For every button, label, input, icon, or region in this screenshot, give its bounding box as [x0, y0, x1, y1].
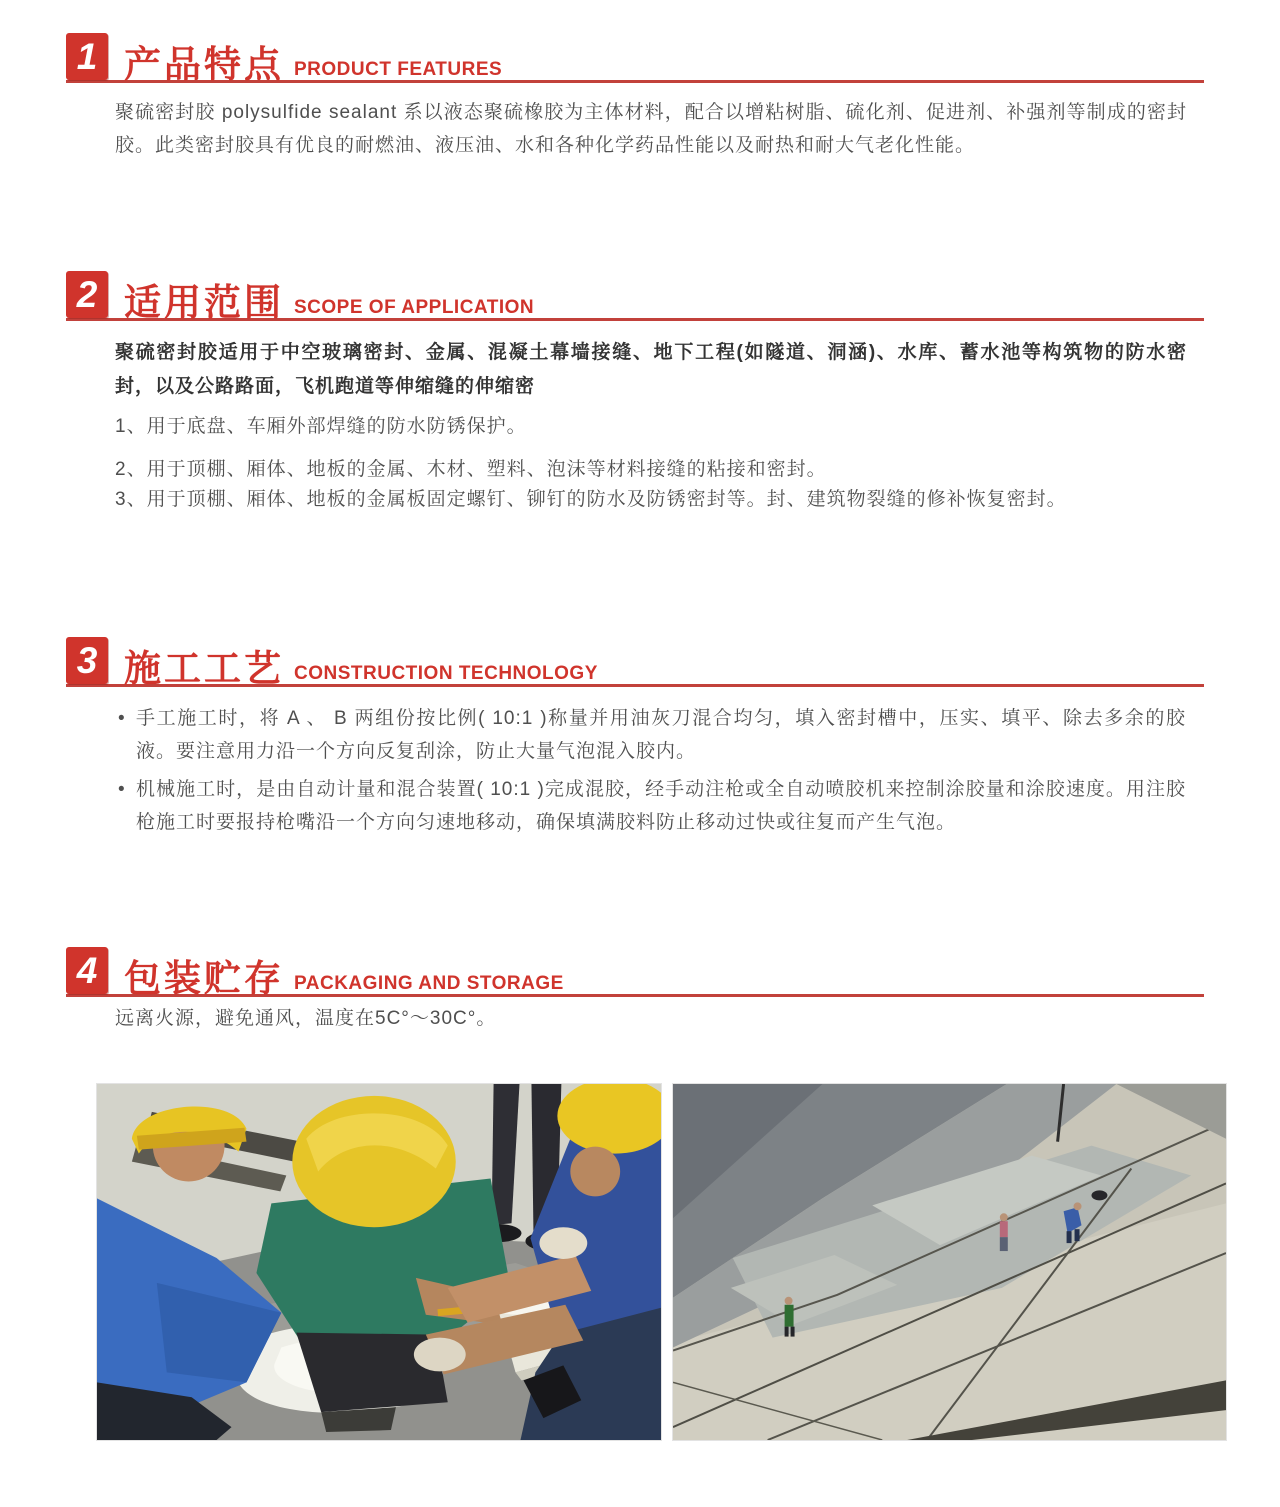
- section-2-lead-paragraph: 聚硫密封胶适用于中空玻璃密封、金属、混凝土幕墙接缝、地下工程(如隧道、洞涵)、水库、蓄水池等构筑物的防水密封，以及公路路面，飞机跑道等伸缩缝的伸缩密: [115, 342, 1187, 397]
- concrete-dam-slope-photo: [672, 1083, 1227, 1441]
- section-4-subtitle: PACKAGING AND STORAGE: [294, 973, 564, 994]
- section-4-header: [66, 946, 1204, 997]
- section-2-title: 适用范围: [124, 282, 284, 323]
- section-3-bullet-list: [118, 702, 1186, 844]
- workers-mixing-sealant-illustration: [97, 1084, 661, 1440]
- section-1-header: [66, 32, 1204, 83]
- section-3-header: [66, 636, 1204, 687]
- section-2-subtitle: SCOPE OF APPLICATION: [294, 297, 535, 318]
- list-item: 2、用于顶棚、厢体、地板的金属、木材、塑料、泡沫等材料接缝的粘接和密封。: [115, 459, 827, 480]
- section-4-number-badge: 4: [66, 947, 108, 994]
- bullet-text: 机械施工时，是由自动计量和混合装置( 10:1 )完成混胶，经手动注枪或全自动喷胶机来控制涂胶量和涂胶速度。用注胶枪施工时要报持枪嘴沿一个方向匀速地移动，确保填满胶料防止移动过快或往复而产生气泡。: [136, 779, 1186, 833]
- section-1-paragraph: 聚硫密封胶 polysulfide sealant 系以液态聚硫橡胶为主体材料，配合以增粘树脂、硫化剂、促进剂、补强剂等制成的密封胶。此类密封胶具有优良的耐燃油、液压油、水和各种化学药品性能以及耐热和耐大气老化性能。: [115, 102, 1187, 156]
- section-3-title: 施工工艺: [124, 648, 284, 689]
- section-2-number-badge: 2: [66, 271, 108, 318]
- section-3-number-badge: 3: [66, 637, 108, 684]
- workers-mixing-sealant-photo: [96, 1083, 662, 1441]
- section-2-header: [66, 270, 1204, 321]
- section-3-subtitle: CONSTRUCTION TECHNOLOGY: [294, 663, 598, 684]
- bullet-text: 手工施工时，将 A 、 B 两组份按比例( 10:1 )称量并用油灰刀混合均匀，填入密封槽中，压实、填平、除去多余的胶液。要注意用力沿一个方向反复刮涂，防止大量气泡混入胶内。: [136, 708, 1186, 762]
- section-4-paragraph: 远离火源，避免通风，温度在5C°～30C°。: [115, 1008, 497, 1029]
- list-item: 1、用于底盘、车厢外部焊缝的防水防锈保护。: [115, 416, 527, 437]
- section-1-subtitle: PRODUCT FEATURES: [294, 59, 503, 80]
- bullet-icon: •: [118, 779, 126, 800]
- section-1-title: 产品特点: [124, 44, 284, 85]
- worker-figure-pink: [1000, 1213, 1008, 1251]
- bullet-item: [118, 773, 1186, 839]
- bullet-icon: •: [118, 708, 126, 729]
- concrete-dam-slope-illustration: [673, 1084, 1226, 1440]
- section-2-item-list: [115, 412, 1187, 515]
- section-1-number-badge: 1: [66, 33, 108, 80]
- section-4-title: 包装贮存: [124, 958, 284, 999]
- list-item: 3、用于顶棚、厢体、地板的金属板固定螺钉、铆钉的防水及防锈密封等。封、建筑物裂缝的修补恢复密封。: [115, 489, 1067, 510]
- bullet-item: [118, 702, 1186, 768]
